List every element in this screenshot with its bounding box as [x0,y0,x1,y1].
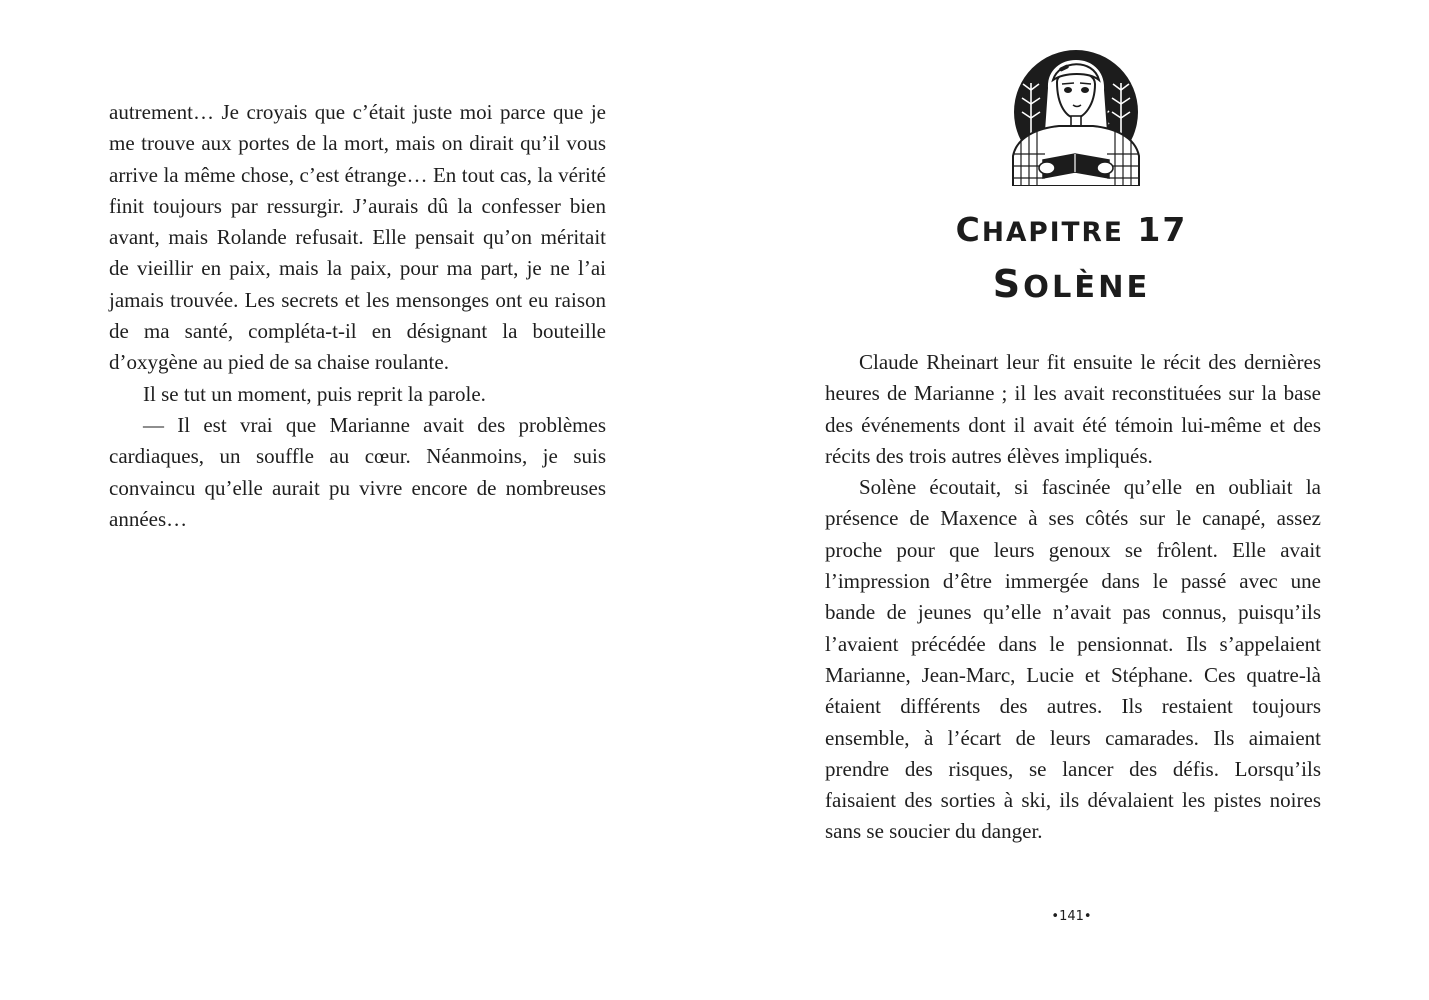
paragraph: Il se tut un moment, puis reprit la parole. [143,381,486,406]
girl-reading-book-illustration [999,28,1151,186]
chapter-label [714,210,1429,249]
left-page-text [109,97,606,535]
right-page-text [825,347,1321,848]
chapter-number: 17 [1137,210,1188,249]
paragraph: Solène écoutait, si fascinée qu’elle en oubliait la présence de Maxence à ses côtés sur le canapé, assez proche pour que leurs genoux se frôlent. Elle avait l’impression d’être immergée dans le passé avec une bande de jeunes qu’elle n’avait pas connus, puisqu’ils l’avaient précédée dans le pensionnat. Ils s’appelaient Marianne, Jean-Marc, Lucie et Stéphane. Ces quatre-là étaient différents des autres. Ils restaient toujours ensemble, à l’écart de leurs camarades. Ils aimaient prendre des risques, se lancer des défis. Lorsqu’ils faisaient des sorties à ski, ils dévalaient les pistes noires sans se soucier du danger. [825,475,1321,844]
left-page [0,0,714,1000]
paragraph: autrement… Je croyais que c’était juste moi parce que je me trouve aux portes de la mort, mais on dirait qu’il vous arrive la même chose, c’est étrange… En tout cas, la vérité finit toujours par ressurgir. J’aurais dû la confesser bien avant, mais Rolande refusait. Elle pensait qu’on méritait de vieillir en paix, mais la paix, pour ma part, je ne l’ai jamais trouvée. Les secrets et les mensonges ont eu raison de ma santé, compléta-t-il en désignant la bouteille d’oxygène au pied de sa chaise roulante. [109,100,606,375]
paragraph: — Il est vrai que Marianne avait des problèmes cardiaques, un souffle au cœur. Néanmoins, je suis convaincu qu’elle aurait pu vivre encore de nombreuses années… [109,412,606,531]
chapter-label-initial: C [955,210,982,249]
chapter-title-initial: S [992,262,1024,306]
page-number: •141• [1051,909,1092,924]
chapter-title-rest: OLÈNE [1023,270,1151,305]
chapter-title [714,262,1429,306]
chapter-label-rest: HAPITRE [981,217,1124,248]
page-number-value: 141 [1059,909,1084,924]
paragraph: Claude Rheinart leur fit ensuite le récit des dernières heures de Marianne ; il les avait reconstituées sur la base des événements dont il avait été témoin lui-même et des récits des trois autres élèves impliqués. [825,350,1321,468]
right-page [714,0,1429,1000]
